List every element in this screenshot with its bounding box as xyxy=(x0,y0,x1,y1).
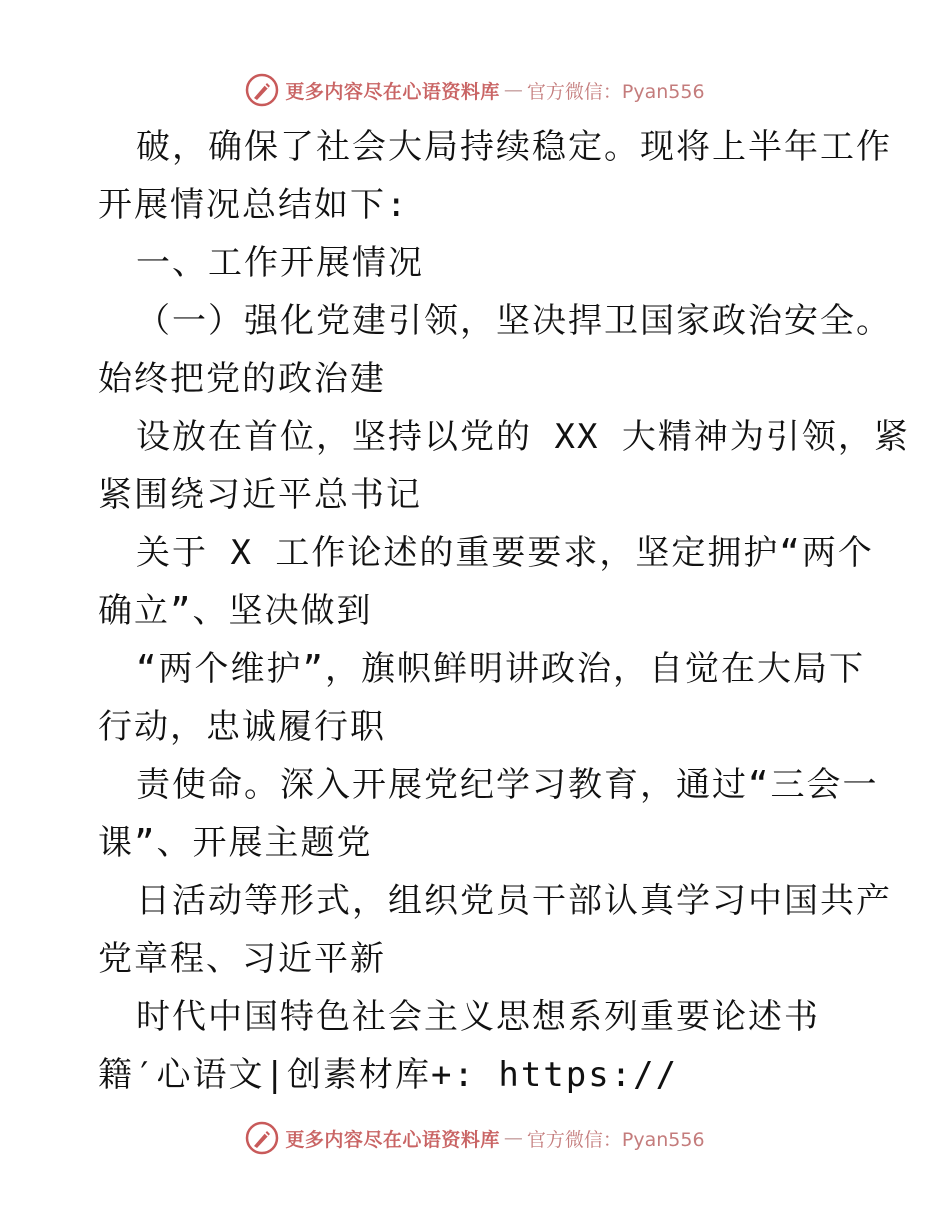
body-line: 破，确保了社会大局持续稳定。现将上半年工作 xyxy=(136,127,892,167)
body-line: 课”、开展主题党 xyxy=(98,823,373,863)
body-line: 时代中国特色社会主义思想系列重要论述书 xyxy=(136,997,820,1037)
watermark-brand: 更多内容尽在心语资料库 xyxy=(285,80,500,103)
body-line: 始终把党的政治建 xyxy=(98,359,386,399)
body-line: 设放在首位，坚持以党的 XX 大精神为引领，紧 xyxy=(136,417,910,457)
watermark-wechat: 官方微信：Pyan556 xyxy=(526,1128,705,1151)
body-line: 党章程、习近平新 xyxy=(98,939,386,979)
subsection-heading: （一）强化党建引领，坚决捍卫国家政治安全。 xyxy=(136,301,892,341)
body-line: 责使命。深入开展党纪学习教育，通过“三会一 xyxy=(136,765,879,805)
header-watermark xyxy=(0,70,950,110)
body-line: 籍′心语文|创素材库+: https:// xyxy=(98,1055,679,1095)
watermark-separator: — xyxy=(503,1127,523,1149)
pen-logo-icon xyxy=(245,73,279,107)
watermark-separator: — xyxy=(503,79,523,101)
body-line: 紧围绕习近平总书记 xyxy=(98,475,422,515)
body-line: 日活动等形式，组织党员干部认真学习中国共产 xyxy=(136,881,892,921)
section-heading: 一、工作开展情况 xyxy=(136,243,424,283)
watermark-brand: 更多内容尽在心语资料库 xyxy=(285,1128,500,1151)
footer-watermark xyxy=(0,1118,950,1158)
document-body xyxy=(98,118,910,1104)
body-line: 行动，忠诚履行职 xyxy=(98,707,386,747)
pen-logo-icon xyxy=(245,1121,279,1155)
watermark-wechat: 官方微信：Pyan556 xyxy=(526,80,705,103)
body-line: “两个维护”，旗帜鲜明讲政治，自觉在大局下 xyxy=(136,649,865,689)
body-line: 关于 X 工作论述的重要要求，坚定拥护“两个 xyxy=(136,533,874,573)
body-line: 开展情况总结如下: xyxy=(98,185,409,225)
body-line: 确立”、坚决做到 xyxy=(98,591,373,631)
